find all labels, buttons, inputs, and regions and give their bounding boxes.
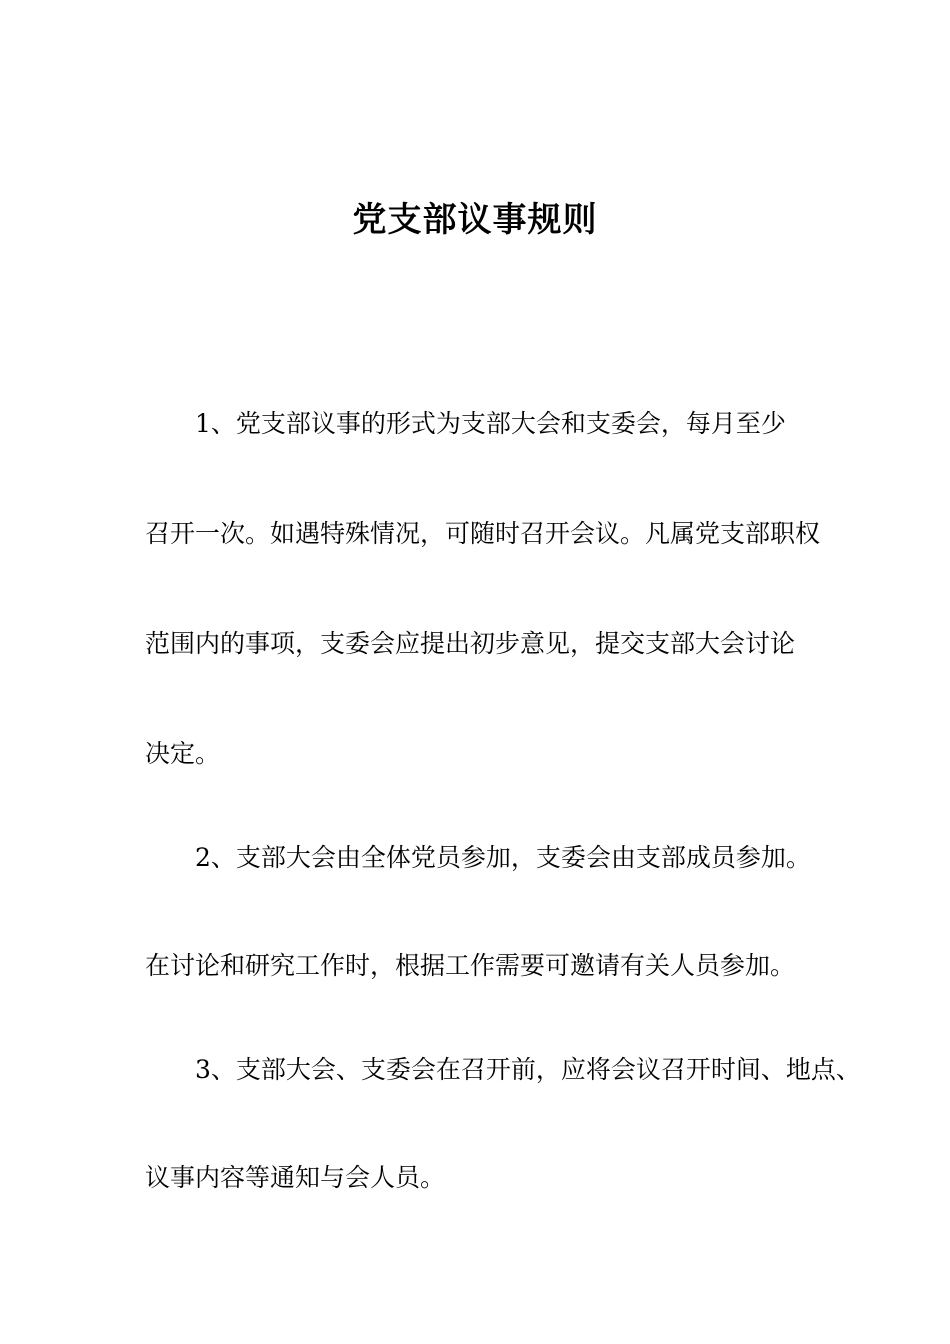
rule-3-line-1: 3、支部大会、支委会在召开前，应将会议召开时间、地点、: [195, 1055, 861, 1084]
rule-1-line-3: 范围内的事项，支委会应提出初步意见，提交支部大会讨论: [145, 629, 796, 658]
rule-3-line-2: 议事内容等通知与会人员。: [145, 1163, 446, 1192]
rule-1-line-4: 决定。: [145, 739, 221, 768]
rule-1-line-2: 召开一次。如遇特殊情况，可随时召开会议。凡属党支部职权: [145, 519, 821, 548]
rule-2-line-1: 2、支部大会由全体党员参加，支委会由支部成员参加。: [195, 843, 811, 872]
rule-1-line-1: 1、党支部议事的形式为支部大会和支委会，每月至少: [195, 409, 786, 438]
document-title: 党支部议事规则: [352, 200, 598, 240]
rule-2-line-2: 在讨论和研究工作时，根据工作需要可邀请有关人员参加。: [145, 951, 796, 980]
